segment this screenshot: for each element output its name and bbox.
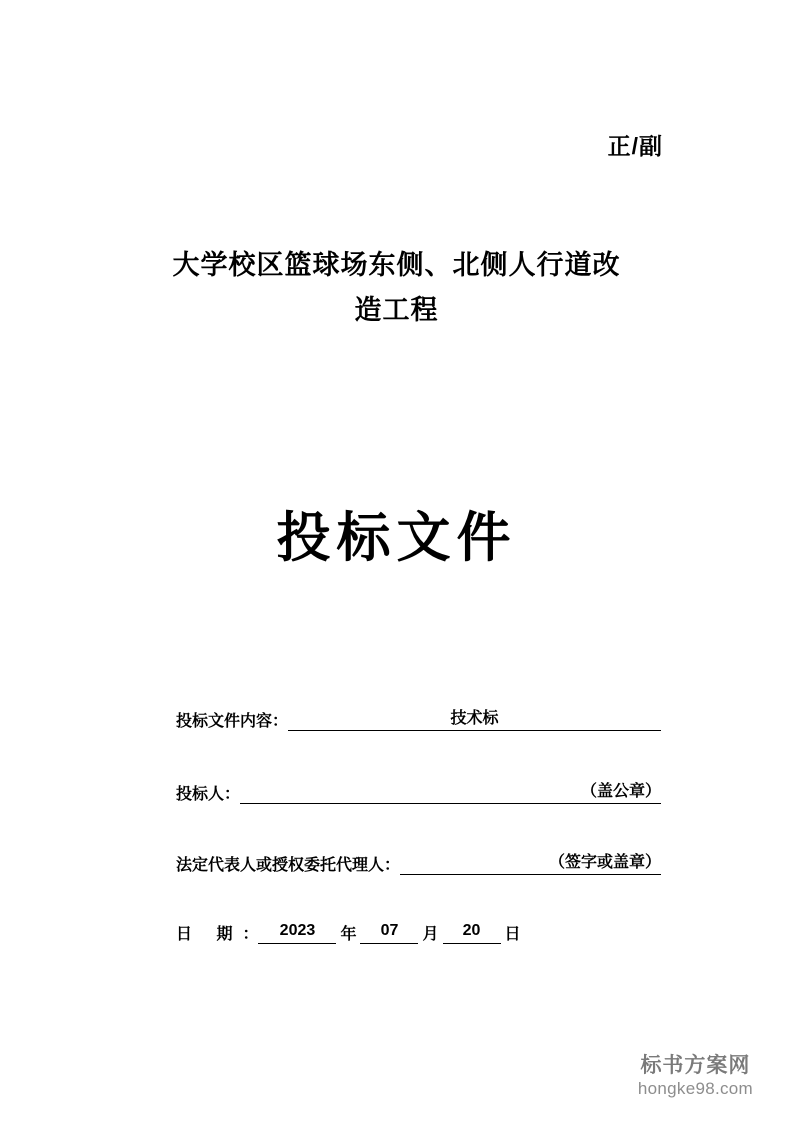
content-label: 投标文件内容：	[176, 713, 289, 730]
representative-value-area[interactable]	[400, 853, 661, 875]
watermark	[638, 1053, 753, 1100]
copy-mark: 正/副	[607, 133, 663, 159]
date-label: 日 期	[176, 926, 243, 943]
bidder-seal-note: （盖公章）	[580, 783, 661, 800]
fields-block	[176, 705, 661, 944]
bidder-label: 投标人：	[176, 786, 241, 803]
watermark-url: hongke98.com	[637, 1078, 753, 1098]
representative-seal-note: （签字或盖章）	[548, 854, 661, 871]
date-day-unit: 日	[504, 926, 521, 943]
date-year-unit: 年	[340, 926, 357, 943]
content-value[interactable]: 技术标	[288, 705, 661, 731]
document-title: 投标文件	[276, 508, 517, 568]
date-year-input[interactable]: 2023	[258, 922, 336, 944]
project-title-line1: 大学校区篮球场东侧、北侧人行道改	[172, 250, 621, 280]
date-month-input[interactable]: 07	[360, 922, 418, 944]
date-month-unit: 月	[422, 926, 439, 943]
watermark-text: 标书方案网	[640, 1053, 751, 1077]
project-title	[70, 243, 723, 332]
field-row-representative	[176, 852, 661, 875]
date-colon: ：	[242, 926, 259, 943]
bidder-value-area[interactable]	[240, 782, 661, 804]
field-row-date	[176, 921, 661, 944]
date-day-input[interactable]: 20	[443, 922, 501, 944]
field-row-content	[176, 705, 661, 731]
representative-label: 法定代表人或授权委托代理人：	[176, 857, 401, 874]
project-title-line2: 造工程	[354, 294, 439, 325]
field-row-bidder	[176, 781, 661, 804]
